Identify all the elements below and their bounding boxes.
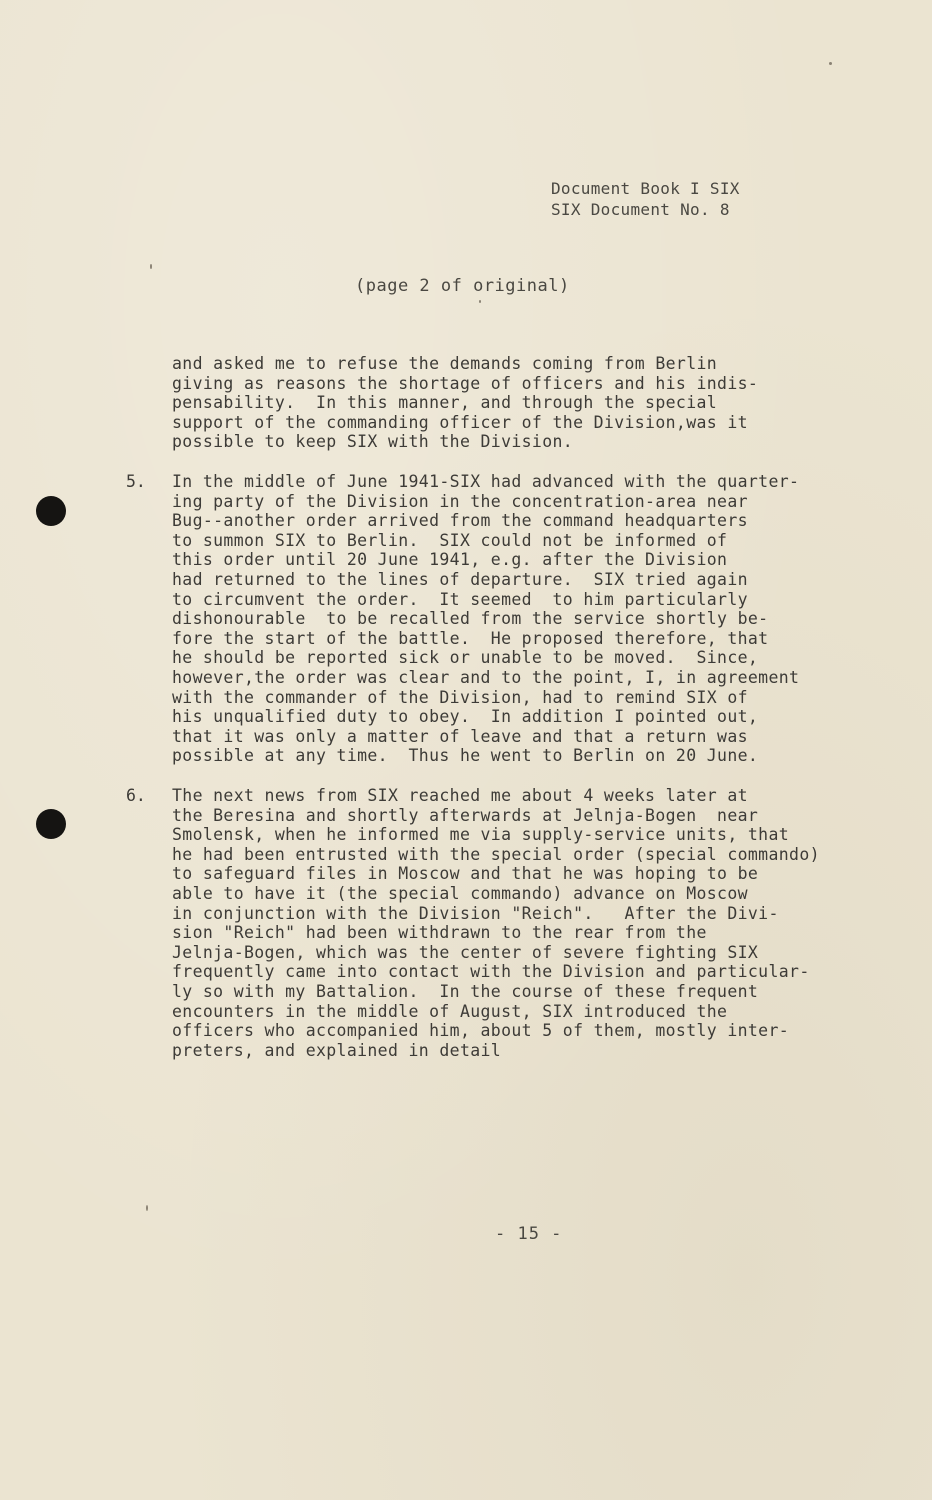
text-line: pensability. In this manner, and through the special (172, 393, 718, 413)
paragraph-intro (172, 354, 872, 452)
text-line: Smolensk, when he informed me via supply-service units, that (172, 825, 790, 845)
text-line: this order until 20 June 1941, e.g. after the Division (172, 550, 728, 570)
page-number: - 15 - (495, 1224, 563, 1244)
text-line: sion "Reich" had been withdrawn to the rear from the (172, 923, 707, 943)
text-line: fore the start of the battle. He proposed therefore, that (172, 628, 769, 648)
text-line: possible to keep SIX with the Division. (172, 432, 574, 452)
text-line: preters, and explained in detail (172, 1040, 502, 1060)
text-line: encounters in the middle of August, SIX introduced the (172, 1001, 728, 1021)
text-line: in conjunction with the Division "Reich". After the Divi- (172, 903, 779, 923)
paragraph-number-6: 6. (126, 786, 146, 805)
document-reference (551, 178, 740, 220)
paragraph-6 (172, 786, 872, 1060)
document-book-label: Document Book I SIX (551, 179, 740, 198)
text-line: support of the commanding officer of the Division,was it (172, 412, 748, 432)
text-line: The next news from SIX reached me about 4 weeks later at (172, 786, 748, 805)
text-line: ing party of the Division in the concentration-area near (172, 491, 748, 511)
text-line: Bug--another order arrived from the command headquarters (172, 511, 748, 531)
text-line: he had been entrusted with the special order (special commando) (172, 844, 820, 864)
text-line: to circumvent the order. It seemed to him particularly (172, 589, 748, 609)
text-line: to summon SIX to Berlin. SIX could not be informed of (172, 530, 728, 550)
text-line: able to have it (the special commando) advance on Moscow (172, 883, 748, 903)
text-line: officers who accompanied him, about 5 of them, mostly inter- (172, 1021, 790, 1041)
text-line: with the commander of the Division, had to remind SIX of (172, 687, 748, 707)
paragraph-number-5: 5. (126, 472, 146, 491)
text-line: however,the order was clear and to the point, I, in agreement (172, 667, 800, 687)
text-line: the Beresina and shortly afterwards at Jelnja-Bogen near (172, 805, 759, 825)
text-line: frequently came into contact with the Division and particular- (172, 962, 810, 982)
text-line: dishonourable to be recalled from the service shortly be- (172, 609, 769, 629)
text-line: that it was only a matter of leave and that a return was (172, 726, 748, 746)
text-line: In the middle of June 1941-SIX had advanced with the quarter- (172, 472, 800, 491)
text-line: had returned to the lines of departure. SIX tried again (172, 569, 748, 589)
text-line: ly so with my Battalion. In the course of these frequent (172, 981, 759, 1001)
text-line: and asked me to refuse the demands coming from Berlin (172, 354, 718, 373)
paper-speck (479, 300, 481, 303)
paper-speck (146, 1205, 148, 1211)
paragraph-5 (172, 472, 872, 766)
text-line: to safeguard files in Moscow and that he was hoping to be (172, 864, 759, 884)
text-line: his unqualified duty to obey. In addition I pointed out, (172, 707, 759, 727)
text-line: giving as reasons the shortage of officers and his indis- (172, 373, 759, 393)
original-page-note: (page 2 of original) (355, 276, 570, 296)
text-line: he should be reported sick or unable to be moved. Since, (172, 648, 759, 668)
paper-speck (150, 264, 152, 269)
document-number-label: SIX Document No. 8 (551, 200, 730, 219)
paper-speck (829, 62, 832, 65)
punch-hole-lower (36, 809, 66, 839)
punch-hole-upper (36, 496, 66, 526)
text-line: Jelnja-Bogen, which was the center of severe fighting SIX (172, 942, 759, 962)
text-line: possible at any time. Thus he went to Berlin on 20 June. (172, 746, 759, 766)
